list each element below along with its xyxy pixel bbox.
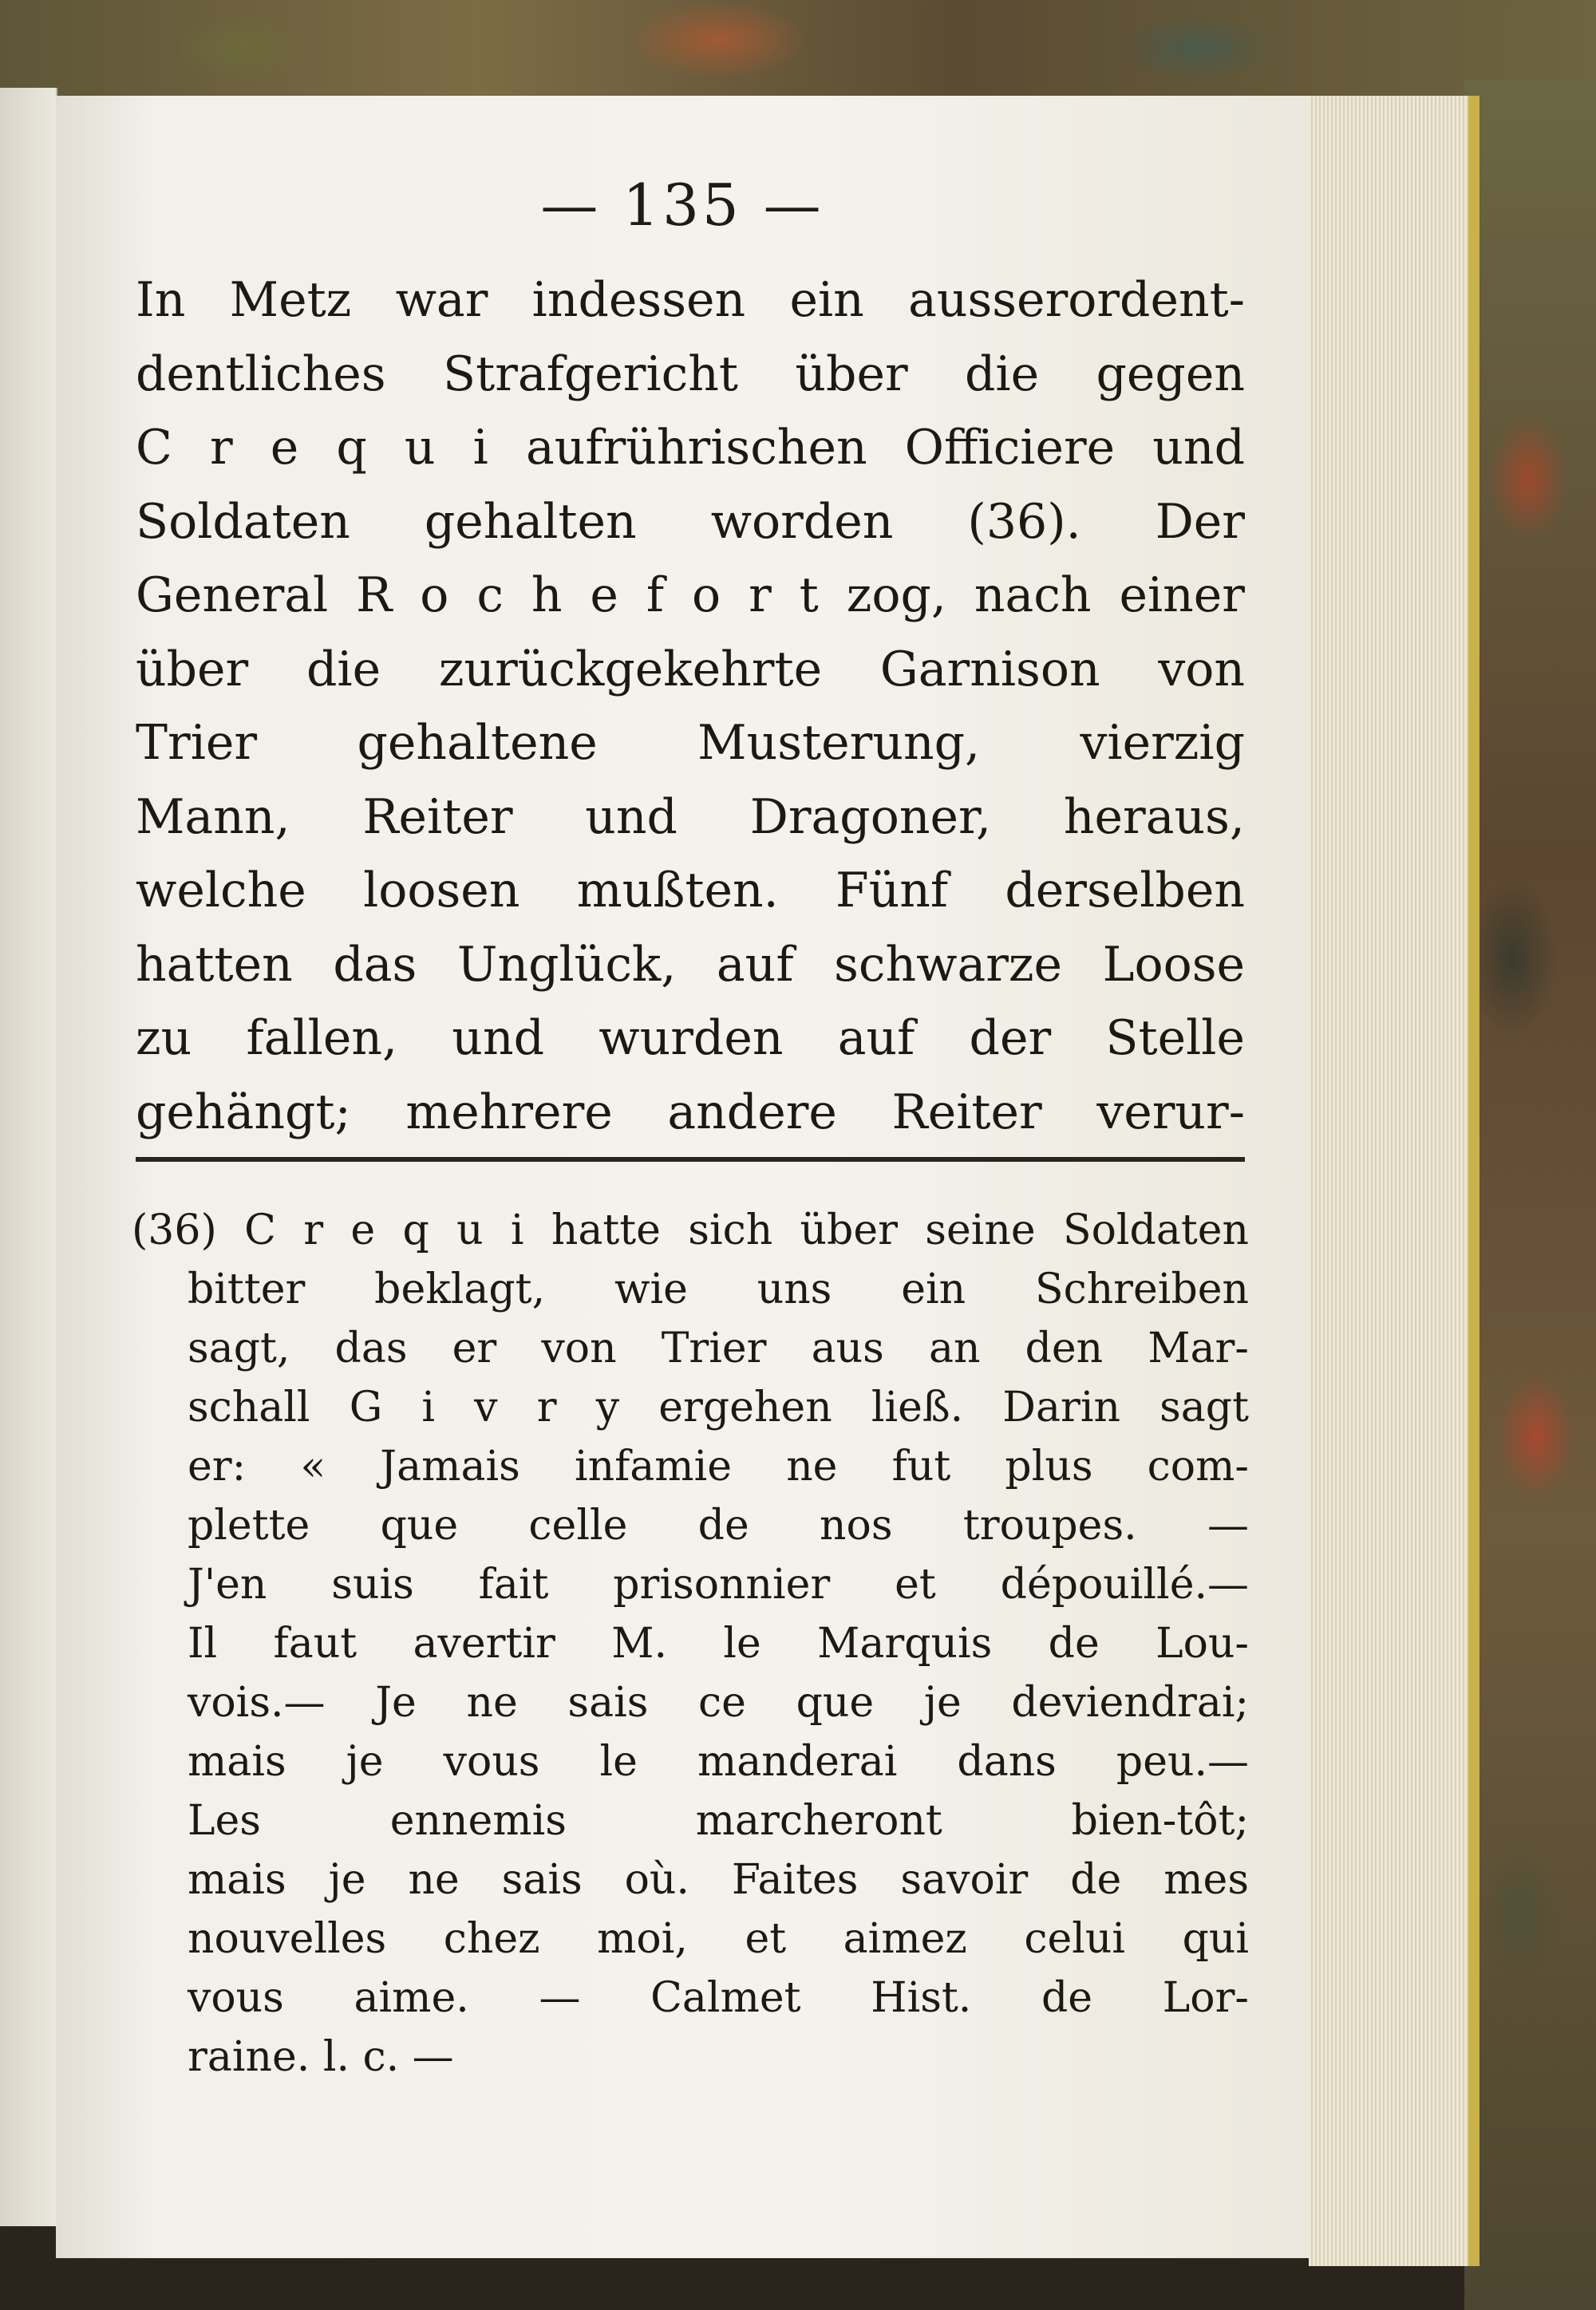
footnote-line: Il faut avertir M. le Marquis de Lou- — [188, 1620, 1249, 1668]
text-line: General R o c h e f o r t zog, nach einer — [136, 567, 1245, 623]
text-line: gehängt; mehrere andere Reiter verur- — [136, 1084, 1245, 1140]
footnote-line: J'en suis fait prisonnier et dépouillé.— — [188, 1561, 1249, 1609]
footnote-line: vois.— Je ne sais ce que je deviendrai; — [188, 1679, 1249, 1727]
page-block-edges — [1309, 96, 1479, 2266]
footnote-line: plette que celle de nos troupes. — — [188, 1502, 1249, 1550]
footnote-line: (36) C r e q u i hatte sich über seine Soldaten — [132, 1206, 1249, 1254]
text-line: welche loosen mußten. Fünf derselben — [136, 863, 1245, 918]
footnote-line: nouvelles chez moi, et aimez celui qui — [188, 1915, 1249, 1963]
text-line: dentliches Strafgericht über die gegen — [136, 346, 1245, 402]
text-line: über die zurückgekehrte Garnison von — [136, 641, 1245, 697]
footnote-line: raine. l. c. — — [188, 2033, 454, 2081]
text-line: Trier gehaltene Musterung, vierzig — [136, 715, 1245, 771]
footnote — [132, 1201, 1249, 2087]
footnote-line: mais je ne sais où. Faites savoir de mes — [188, 1856, 1249, 1904]
footnote-rule — [136, 1157, 1245, 1162]
book-cover-marbled — [1464, 80, 1596, 2310]
text-line: hatten das Unglück, auf schwarze Loose — [136, 936, 1245, 993]
text-line: C r e q u i aufrührischen Officiere und — [136, 420, 1245, 476]
main-text — [136, 263, 1245, 1149]
footnote-line: Les ennemis marcheront bien-tôt; — [188, 1797, 1249, 1845]
footnote-line: schall G i v r y ergehen ließ. Darin sagt — [188, 1384, 1249, 1431]
text-line: In Metz war indessen ein ausserordent- — [136, 272, 1245, 328]
facing-page-edge — [0, 88, 57, 2226]
text-line: Soldaten gehalten worden (36). Der — [136, 493, 1245, 550]
footnote-line: er: « Jamais infamie ne fut plus com- — [188, 1443, 1249, 1491]
footnote-line: sagt, das er von Trier aus an den Mar- — [188, 1325, 1249, 1372]
footnote-line: vous aime. — Calmet Hist. de Lor- — [188, 1974, 1249, 2022]
book-page — [56, 96, 1309, 2258]
footnote-line: bitter beklagt, wie uns ein Schreiben — [188, 1266, 1249, 1313]
text-line: Mann, Reiter und Dragoner, heraus, — [136, 788, 1245, 845]
text-line: zu fallen, und wurden auf der Stelle — [136, 1010, 1245, 1066]
page-number: — 135 — — [540, 172, 824, 239]
footnote-line: mais je vous le manderai dans peu.— — [188, 1738, 1249, 1786]
